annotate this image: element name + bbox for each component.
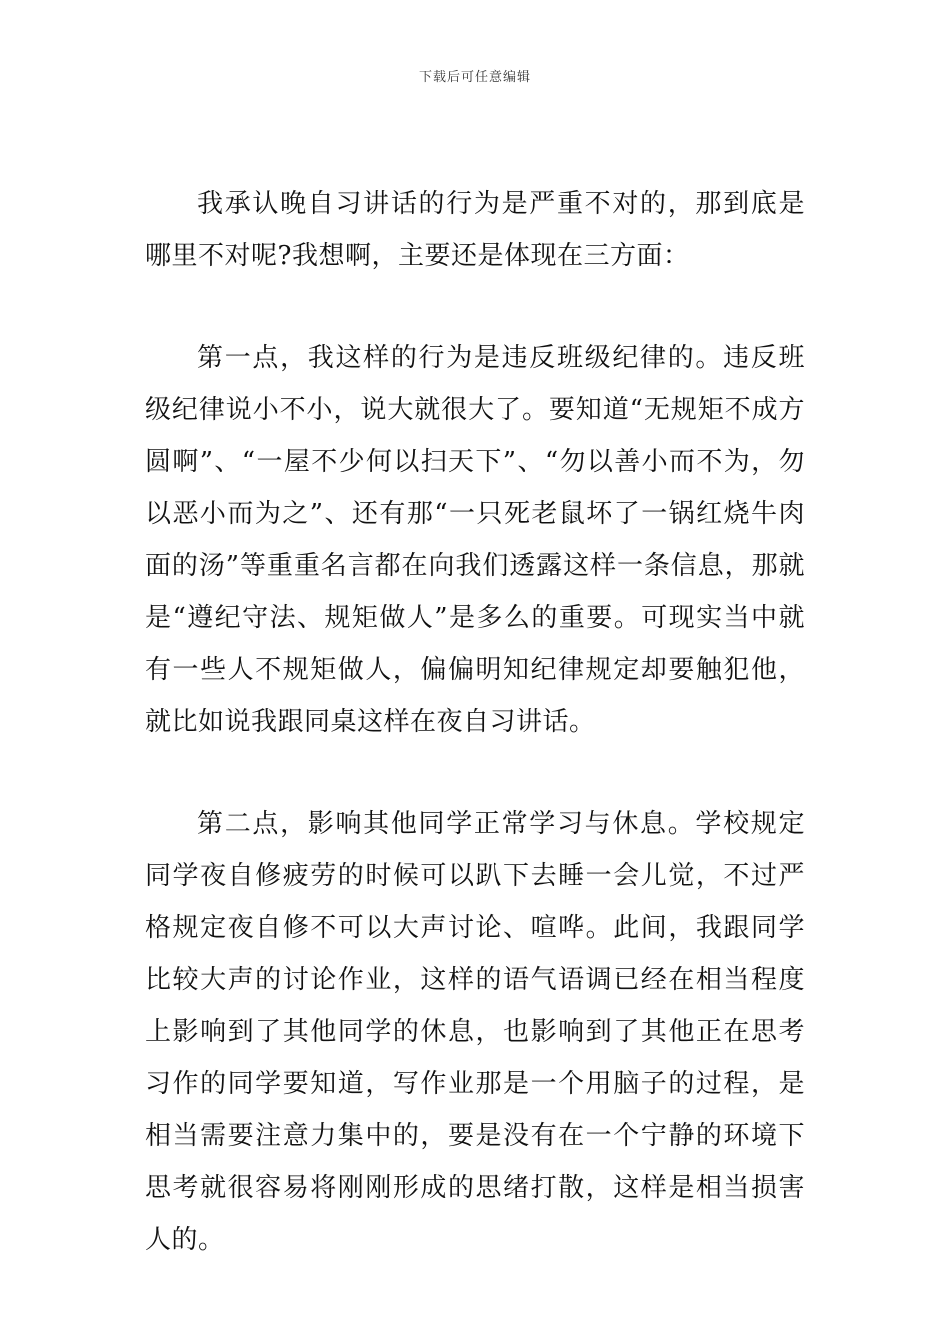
page-header: 下载后可任意编辑 <box>418 70 531 85</box>
paragraph-1: 我承认晚自习讲话的行为是严重不对的，那到底是哪里不对呢?我想啊，主要还是体现在三方面： <box>145 189 805 271</box>
document-body <box>145 178 805 1316</box>
paragraph-2: 第一点，我这样的行为是违反班级纪律的。违反班级纪律说小不小，说大就很大了。要知道“无规矩不成方圆啊”、“一屋不少何以扫天下”、“勿以善小而不为，勿以恶小而为之”、还有那“一只死老鼠坏了一锅红烧牛肉面的汤”等重重名言都在向我们透露这样一条信息，那就是“遵纪守法、规矩做人”是多么的重要。可现实当中就有一些人不规矩做人，偏偏明知纪律规定却要触犯他，就比如说我跟同桌这样在夜自习讲话。 <box>145 343 805 737</box>
paragraph-3: 第二点，影响其他同学正常学习与休息。学校规定同学夜自修疲劳的时候可以趴下去睡一会儿觉，不过严格规定夜自修不可以大声讨论、喧哗。此间，我跟同学比较大声的讨论作业，这样的语气语调已经在相当程度上影响到了其他同学的休息，也影响到了其他正在思考习作的同学要知道，写作业那是一个用脑子的过程，是相当需要注意力集中的，要是没有在一个宁静的环境下思考就很容易将刚刚形成的思绪打散，这样是相当损害人的。 <box>145 809 805 1255</box>
